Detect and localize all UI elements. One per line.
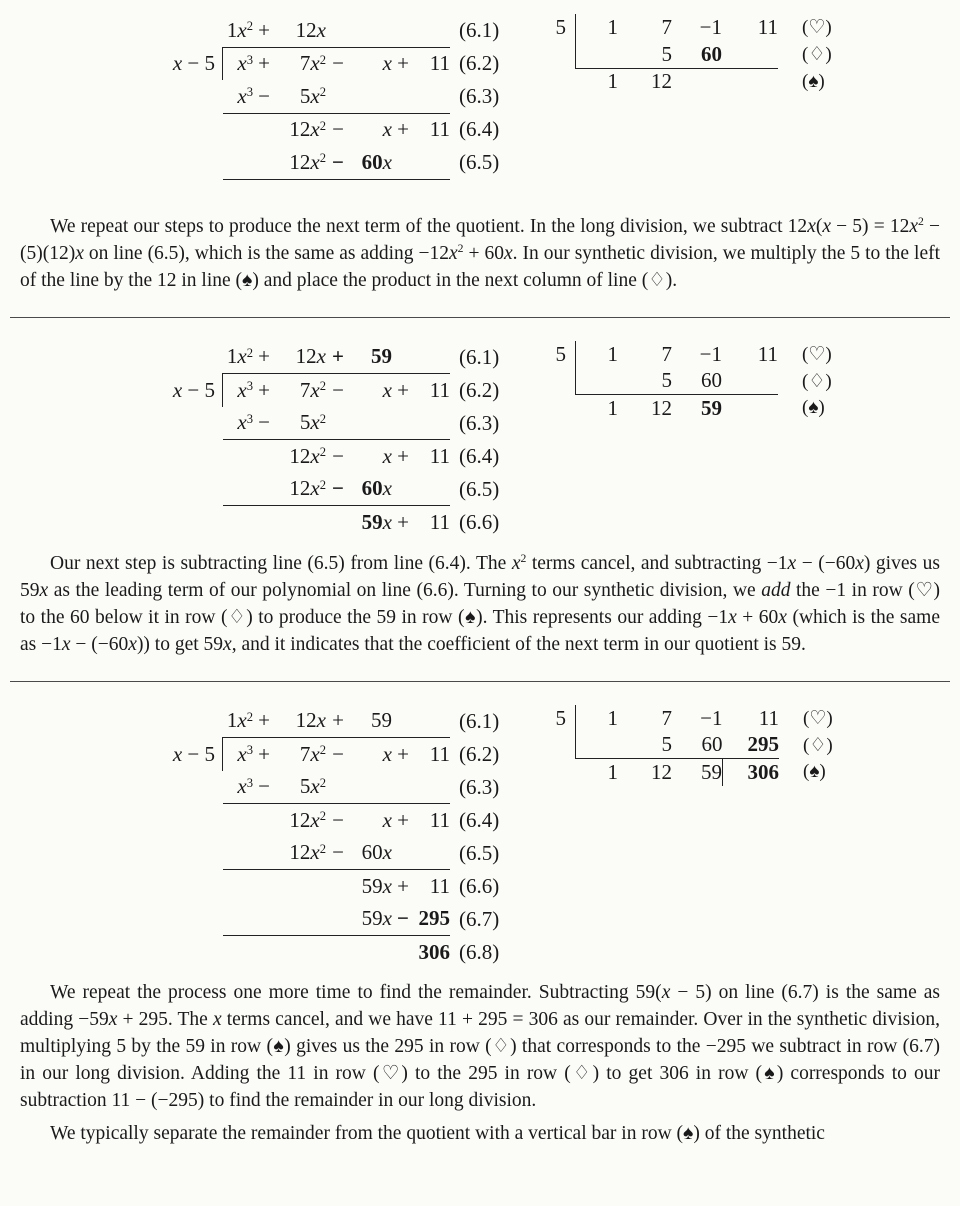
term: 11 bbox=[429, 509, 450, 534]
term: $7x^2$ bbox=[299, 741, 326, 766]
term bbox=[223, 837, 254, 870]
operator: + bbox=[253, 14, 275, 47]
worked-examples-row bbox=[20, 14, 940, 180]
division-row bbox=[165, 407, 501, 440]
division-row bbox=[165, 47, 501, 80]
divisor bbox=[165, 113, 223, 146]
term: 59x bbox=[361, 509, 392, 534]
term: 11 bbox=[429, 51, 450, 76]
value: 1 bbox=[607, 759, 618, 784]
division-row bbox=[165, 936, 501, 969]
value: −1 bbox=[699, 341, 722, 366]
term bbox=[414, 146, 450, 179]
equation-label: (6.1) bbox=[459, 708, 500, 733]
operator bbox=[326, 936, 350, 969]
term: x bbox=[382, 51, 392, 76]
divisor bbox=[165, 407, 223, 440]
value bbox=[722, 368, 778, 395]
synthetic-division bbox=[552, 705, 847, 786]
term bbox=[350, 771, 392, 804]
synthetic-row bbox=[552, 341, 846, 368]
term: 59 bbox=[350, 341, 392, 374]
term: $5x^2$ bbox=[275, 771, 326, 804]
divisor: x − 5 bbox=[172, 741, 215, 766]
row-suit-label: (♡) bbox=[803, 707, 833, 729]
operator: − bbox=[332, 741, 344, 766]
value: 295 bbox=[723, 732, 780, 759]
term bbox=[414, 473, 450, 506]
operator bbox=[392, 407, 414, 440]
value: −1 bbox=[700, 705, 723, 730]
synthetic-row bbox=[552, 395, 846, 422]
operator: + bbox=[326, 341, 350, 374]
multiplier bbox=[552, 395, 576, 422]
term: 59 bbox=[350, 705, 392, 738]
divisor bbox=[165, 146, 223, 179]
term: x bbox=[382, 807, 392, 832]
divisor bbox=[165, 341, 223, 374]
division-row bbox=[165, 113, 501, 146]
term bbox=[414, 407, 450, 440]
operator bbox=[253, 473, 275, 506]
term: 59x bbox=[350, 903, 392, 936]
term bbox=[414, 80, 450, 113]
operator: − bbox=[326, 473, 350, 506]
value bbox=[722, 395, 778, 422]
operator: − bbox=[253, 771, 275, 804]
term: $12x^2$ bbox=[275, 473, 326, 506]
term: $5x^2$ bbox=[275, 80, 326, 113]
long-division bbox=[165, 705, 501, 969]
value: 60 bbox=[672, 41, 722, 68]
operator bbox=[253, 506, 275, 539]
equation-label: (6.7) bbox=[459, 906, 500, 931]
row-suit-label: (♢) bbox=[802, 370, 832, 392]
divisor bbox=[165, 80, 223, 113]
term: 11 bbox=[429, 873, 450, 898]
operator: − bbox=[332, 51, 344, 76]
value: 60 bbox=[672, 368, 722, 395]
value bbox=[576, 732, 619, 759]
equation-label: (6.2) bbox=[459, 51, 500, 75]
term: $x^3$ bbox=[223, 47, 254, 80]
multiplier bbox=[552, 68, 576, 95]
operator: − bbox=[332, 443, 344, 468]
operator: + bbox=[258, 377, 270, 402]
term: $12x^2$ bbox=[275, 837, 326, 870]
operator: + bbox=[397, 873, 409, 898]
operator bbox=[392, 341, 414, 374]
value bbox=[576, 368, 619, 395]
synthetic-row bbox=[552, 705, 847, 732]
term: $7x^2$ bbox=[299, 377, 326, 402]
divisor bbox=[165, 705, 223, 738]
worked-examples-row bbox=[20, 705, 940, 969]
multiplier bbox=[552, 41, 576, 68]
paragraph: Our next step is subtracting line (6.5) from line (6.4). The $x^2$ terms cancel, and subtracting −1x − (−60x) gives us 59x as the leading term of our polynomial on line (6.6). Turning to our synthetic division, we add the −1 in row (♡) to the 60 below it in row (♢) to produce the 59 in row (♠). This represents our adding −1x + 60x (which is the same as −1x − (−60x)) to get 59x, and it indicates that the coefficient of the next term in our quotient is 59. bbox=[20, 552, 940, 655]
term: 12x bbox=[275, 341, 326, 374]
operator: − bbox=[326, 146, 350, 179]
divisor bbox=[165, 870, 223, 903]
equation-label: (6.6) bbox=[459, 509, 500, 534]
operator: + bbox=[253, 705, 275, 738]
term: 60x bbox=[350, 473, 392, 506]
division-row bbox=[165, 473, 501, 506]
operator: + bbox=[397, 443, 409, 468]
term bbox=[414, 771, 450, 804]
term: 295 bbox=[414, 903, 450, 936]
value: 306 bbox=[723, 759, 780, 786]
operator bbox=[253, 837, 275, 870]
operator: + bbox=[326, 705, 350, 738]
term: $1x^2$ bbox=[223, 705, 254, 738]
section-3 bbox=[20, 705, 940, 1147]
term: $1x^2$ bbox=[223, 341, 254, 374]
paragraph: We typically separate the remainder from the quotient with a vertical bar in row (♠) of the synthetic bbox=[50, 1122, 825, 1144]
section-2 bbox=[20, 341, 940, 682]
term bbox=[350, 936, 392, 969]
operator bbox=[392, 14, 414, 47]
equation-label: (6.8) bbox=[459, 939, 500, 964]
value: 1 bbox=[607, 15, 618, 39]
value: 7 bbox=[661, 705, 672, 730]
divisor bbox=[165, 903, 223, 936]
synthetic-row bbox=[552, 368, 846, 395]
long-division bbox=[165, 14, 501, 180]
equation-label: (6.3) bbox=[459, 84, 500, 108]
operator bbox=[253, 870, 275, 903]
term bbox=[275, 506, 326, 539]
value: 12 bbox=[651, 69, 672, 94]
term bbox=[223, 506, 254, 539]
term bbox=[275, 903, 326, 936]
term bbox=[223, 936, 254, 969]
term: $x^3$ bbox=[223, 374, 254, 407]
synthetic-division bbox=[552, 14, 846, 95]
synthetic-row bbox=[552, 41, 846, 68]
operator: + bbox=[397, 741, 409, 766]
term: $12x^2$ bbox=[289, 443, 326, 468]
division-row bbox=[165, 870, 501, 903]
synthetic-row bbox=[552, 759, 847, 786]
worked-examples-row bbox=[20, 341, 940, 539]
operator bbox=[253, 936, 275, 969]
value: 1 bbox=[607, 69, 618, 94]
equation-label: (6.1) bbox=[459, 344, 500, 369]
operator bbox=[326, 14, 350, 47]
operator: + bbox=[397, 117, 409, 142]
section-divider bbox=[10, 317, 950, 318]
operator bbox=[392, 771, 414, 804]
term bbox=[414, 705, 450, 738]
term bbox=[223, 903, 254, 936]
value: 11 bbox=[757, 15, 778, 39]
division-row bbox=[165, 506, 501, 539]
row-suit-label: (♡) bbox=[802, 343, 832, 365]
division-row bbox=[165, 146, 501, 179]
division-row bbox=[165, 440, 501, 473]
division-row bbox=[165, 903, 501, 936]
operator: − bbox=[332, 807, 344, 832]
operator: − bbox=[253, 407, 275, 440]
term: 12x bbox=[275, 705, 326, 738]
term bbox=[350, 407, 392, 440]
value: 12 bbox=[651, 759, 672, 784]
term: x bbox=[382, 117, 392, 142]
division-row bbox=[165, 804, 501, 837]
value: 5 bbox=[618, 368, 672, 395]
term bbox=[223, 113, 254, 146]
division-row bbox=[165, 14, 501, 47]
term: $5x^2$ bbox=[275, 407, 326, 440]
value: 7 bbox=[661, 15, 672, 39]
term: $x^3$ bbox=[223, 771, 254, 804]
operator: − bbox=[392, 903, 414, 936]
operator bbox=[392, 146, 414, 179]
division-row bbox=[165, 374, 501, 407]
term: x bbox=[382, 443, 392, 468]
term bbox=[275, 936, 326, 969]
term: $12x^2$ bbox=[289, 117, 326, 142]
operator bbox=[392, 837, 414, 870]
operator bbox=[326, 903, 350, 936]
term: $1x^2$ bbox=[223, 14, 254, 47]
equation-label: (6.6) bbox=[459, 873, 500, 898]
operator bbox=[392, 705, 414, 738]
term: $x^3$ bbox=[223, 738, 254, 771]
term: 60x bbox=[350, 146, 392, 179]
divisor bbox=[165, 837, 223, 870]
operator bbox=[253, 113, 275, 146]
multiplier bbox=[552, 732, 576, 759]
division-row bbox=[165, 738, 501, 771]
term bbox=[350, 80, 392, 113]
value: 7 bbox=[661, 341, 672, 366]
division-row bbox=[165, 837, 501, 870]
equation-label: (6.5) bbox=[459, 476, 500, 501]
row-suit-label: (♡) bbox=[802, 17, 832, 38]
paragraph: We repeat the process one more time to find the remainder. Subtracting 59(x − 5) on line (6.7) is the same as adding −59x + 295. The x terms cancel, and we have 11 + 295 = 306 as our remainder. Over in the synthetic division, multiplying 5 by the 59 in row (♠) gives us the 295 in row (♢) that corresponds to the −295 we subtract in row (6.7) in our long division. Adding the 11 in row (♡) to the 295 in row (♢) to get 306 in row (♠) corresponds to our subtraction 11 − (−295) to find the remainder in our long division. bbox=[20, 981, 941, 1111]
operator: − bbox=[253, 80, 275, 113]
operator bbox=[253, 146, 275, 179]
operator bbox=[392, 80, 414, 113]
term bbox=[223, 870, 254, 903]
value: 1 bbox=[607, 395, 618, 420]
value: 60 bbox=[672, 732, 723, 759]
row-suit-label: (♠) bbox=[802, 397, 825, 418]
term: 12x bbox=[275, 14, 326, 47]
divisor: x − 5 bbox=[172, 377, 215, 402]
operator: + bbox=[397, 51, 409, 76]
equation-label: (6.3) bbox=[459, 774, 500, 799]
value bbox=[576, 41, 619, 68]
term: $x^3$ bbox=[223, 80, 254, 113]
divisor bbox=[165, 506, 223, 539]
term: x bbox=[382, 377, 392, 402]
value: 5 bbox=[618, 732, 672, 759]
divisor: x − 5 bbox=[172, 51, 215, 75]
divisor bbox=[165, 14, 223, 47]
operator: + bbox=[258, 741, 270, 766]
operator: − bbox=[332, 117, 344, 142]
division-row bbox=[165, 80, 501, 113]
term bbox=[414, 341, 450, 374]
equation-label: (6.4) bbox=[459, 807, 500, 832]
long-division bbox=[165, 341, 501, 539]
value: 12 bbox=[651, 395, 672, 420]
operator: + bbox=[258, 51, 270, 76]
operator: + bbox=[253, 341, 275, 374]
paragraph: We repeat our steps to produce the next term of the quotient. In the long division, we subtract $12x(x - 5) = 12x^2 - (5)(12)x$ on line (6.5), which is the same as adding $-12x^2 + 60x$. In our synthetic division, we multiply the 5 to the left of the line by the 12 in line (♠) and place the product in the next column of line (♢). bbox=[20, 215, 941, 291]
operator bbox=[326, 506, 350, 539]
term: $7x^2$ bbox=[299, 51, 326, 76]
term: $x^3$ bbox=[223, 407, 254, 440]
term: 59x bbox=[361, 873, 392, 898]
operator bbox=[253, 804, 275, 837]
synthetic-row bbox=[552, 732, 847, 759]
operator bbox=[326, 407, 350, 440]
value: 59 bbox=[701, 395, 722, 420]
equation-label: (6.4) bbox=[459, 117, 500, 141]
equation-label: (6.5) bbox=[459, 840, 500, 865]
term bbox=[223, 440, 254, 473]
operator bbox=[326, 771, 350, 804]
synthetic-row bbox=[552, 68, 846, 95]
value: 1 bbox=[607, 705, 618, 730]
value: 1 bbox=[607, 341, 618, 366]
value: 11 bbox=[758, 705, 779, 730]
term bbox=[414, 837, 450, 870]
division-row bbox=[165, 771, 501, 804]
term bbox=[223, 473, 254, 506]
row-suit-label: (♢) bbox=[802, 44, 832, 65]
equation-label: (6.2) bbox=[459, 377, 500, 402]
section-divider bbox=[10, 681, 950, 682]
division-row bbox=[165, 341, 501, 374]
value bbox=[672, 68, 722, 95]
operator bbox=[253, 903, 275, 936]
equation-label: (6.4) bbox=[459, 443, 500, 468]
multiplier: 5 bbox=[552, 705, 576, 732]
row-suit-label: (♠) bbox=[803, 761, 826, 782]
equation-label: (6.2) bbox=[459, 741, 500, 766]
operator bbox=[392, 473, 414, 506]
operator: − bbox=[332, 377, 344, 402]
term bbox=[223, 146, 254, 179]
operator bbox=[326, 80, 350, 113]
section-1 bbox=[20, 14, 940, 318]
divisor bbox=[165, 440, 223, 473]
value: 11 bbox=[757, 341, 778, 366]
equation-label: (6.3) bbox=[459, 410, 500, 435]
operator: + bbox=[397, 807, 409, 832]
operator bbox=[253, 440, 275, 473]
value bbox=[722, 68, 778, 95]
term: 60x bbox=[350, 837, 392, 870]
multiplier: 5 bbox=[552, 14, 576, 41]
multiplier: 5 bbox=[552, 341, 576, 368]
value bbox=[722, 41, 778, 68]
row-suit-label: (♠) bbox=[802, 70, 825, 92]
divisor bbox=[165, 473, 223, 506]
term bbox=[414, 14, 450, 47]
synthetic-division bbox=[552, 341, 846, 422]
term: 11 bbox=[429, 117, 450, 142]
operator: + bbox=[397, 377, 409, 402]
value: 59 bbox=[701, 759, 722, 784]
multiplier bbox=[552, 368, 576, 395]
divisor bbox=[165, 771, 223, 804]
row-suit-label: (♢) bbox=[803, 734, 833, 756]
term: 11 bbox=[429, 741, 450, 766]
value: 5 bbox=[618, 41, 672, 68]
equation-label: (6.5) bbox=[459, 150, 500, 174]
term bbox=[223, 804, 254, 837]
divisor bbox=[165, 936, 223, 969]
term: 11 bbox=[429, 443, 450, 468]
term: x bbox=[382, 741, 392, 766]
synthetic-row bbox=[552, 14, 846, 41]
term bbox=[350, 14, 392, 47]
division-row bbox=[165, 705, 501, 738]
multiplier bbox=[552, 759, 576, 786]
divisor bbox=[165, 804, 223, 837]
equation-label: (6.1) bbox=[459, 18, 500, 42]
term: 11 bbox=[429, 807, 450, 832]
value: −1 bbox=[699, 15, 722, 39]
term bbox=[275, 870, 326, 903]
operator bbox=[326, 870, 350, 903]
operator bbox=[392, 936, 414, 969]
term: $12x^2$ bbox=[289, 807, 326, 832]
operator: + bbox=[397, 509, 409, 534]
term: 306 bbox=[418, 939, 450, 964]
term: 11 bbox=[429, 377, 450, 402]
term: $12x^2$ bbox=[275, 146, 326, 179]
operator: − bbox=[326, 837, 350, 870]
